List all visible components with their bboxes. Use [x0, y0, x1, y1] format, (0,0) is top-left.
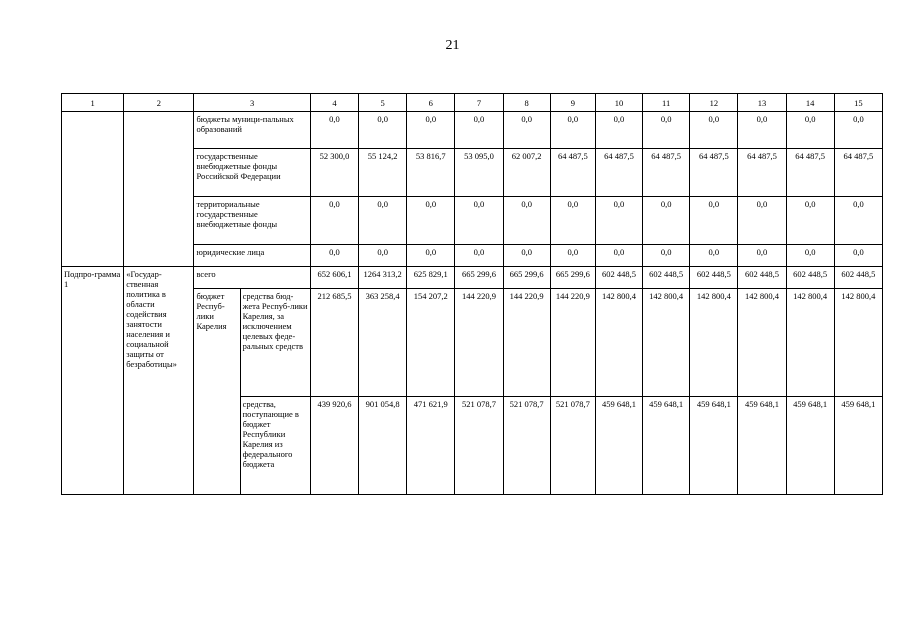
- value-cell: 55 124,2: [359, 149, 407, 197]
- value-cell: 0,0: [407, 197, 455, 245]
- value-cell: 0,0: [690, 197, 738, 245]
- value-cell: 142 800,4: [786, 289, 834, 397]
- value-cell: 0,0: [359, 245, 407, 267]
- value-cell: 665 299,6: [550, 267, 595, 289]
- value-cell: 652 606,1: [310, 267, 358, 289]
- value-cell: 0,0: [738, 245, 786, 267]
- value-cell: 0,0: [359, 112, 407, 149]
- value-cell: 602 448,5: [595, 267, 642, 289]
- value-cell: 602 448,5: [834, 267, 882, 289]
- value-cell: 0,0: [738, 112, 786, 149]
- value-cell: 0,0: [786, 112, 834, 149]
- value-cell: 0,0: [407, 112, 455, 149]
- empty-cell: [62, 112, 124, 267]
- value-cell: 459 648,1: [738, 397, 786, 495]
- value-cell: 521 078,7: [503, 397, 550, 495]
- value-cell: 53 095,0: [455, 149, 503, 197]
- row-label: юридические лица: [194, 245, 310, 267]
- value-cell: 625 829,1: [407, 267, 455, 289]
- value-cell: 459 648,1: [690, 397, 738, 495]
- budget-table: [61, 93, 883, 495]
- row-label: территориальные государственные внебюджетные фонды: [194, 197, 310, 245]
- empty-cell: [124, 112, 194, 267]
- value-cell: 0,0: [643, 197, 690, 245]
- value-cell: 0,0: [310, 197, 358, 245]
- value-cell: 64 487,5: [738, 149, 786, 197]
- page-number: 21: [445, 38, 460, 53]
- value-cell: 142 800,4: [643, 289, 690, 397]
- value-cell: 0,0: [786, 197, 834, 245]
- value-cell: 142 800,4: [738, 289, 786, 397]
- value-cell: 0,0: [690, 245, 738, 267]
- value-cell: 142 800,4: [690, 289, 738, 397]
- value-cell: 521 078,7: [550, 397, 595, 495]
- header-cell: 6: [407, 94, 455, 112]
- value-cell: 471 621,9: [407, 397, 455, 495]
- row-label: бюджеты муници-пальных образований: [194, 112, 310, 149]
- value-cell: 0,0: [310, 112, 358, 149]
- header-cell: 8: [503, 94, 550, 112]
- value-cell: 0,0: [595, 112, 642, 149]
- value-cell: 0,0: [455, 197, 503, 245]
- subprogram-title: «Государ-ственная политика в области содействия занятости населения и социальной защиты от безработицы»: [124, 267, 194, 495]
- header-cell: 3: [194, 94, 310, 112]
- value-cell: 0,0: [455, 245, 503, 267]
- value-cell: 144 220,9: [503, 289, 550, 397]
- value-cell: 0,0: [503, 245, 550, 267]
- value-cell: 154 207,2: [407, 289, 455, 397]
- header-cell: 2: [124, 94, 194, 112]
- value-cell: 0,0: [503, 197, 550, 245]
- header-cell: 12: [690, 94, 738, 112]
- value-cell: 0,0: [310, 245, 358, 267]
- value-cell: 602 448,5: [690, 267, 738, 289]
- header-cell: 14: [786, 94, 834, 112]
- value-cell: 64 487,5: [595, 149, 642, 197]
- value-cell: 0,0: [786, 245, 834, 267]
- table-row: [62, 267, 883, 289]
- value-cell: 0,0: [550, 197, 595, 245]
- value-cell: 52 300,0: [310, 149, 358, 197]
- row-label: средства, поступающие в бюджет Республики Карелия из федерального бюджета: [240, 397, 310, 495]
- value-cell: 142 800,4: [595, 289, 642, 397]
- header-row: [62, 94, 883, 112]
- value-cell: 602 448,5: [643, 267, 690, 289]
- value-cell: 521 078,7: [455, 397, 503, 495]
- header-cell: 13: [738, 94, 786, 112]
- subprogram-id: Подпро-грамма 1: [62, 267, 124, 495]
- value-cell: 62 007,2: [503, 149, 550, 197]
- table-row: [62, 112, 883, 149]
- value-cell: 602 448,5: [786, 267, 834, 289]
- value-cell: 144 220,9: [455, 289, 503, 397]
- header-cell: 5: [359, 94, 407, 112]
- value-cell: 64 487,5: [643, 149, 690, 197]
- value-cell: 0,0: [643, 245, 690, 267]
- value-cell: 0,0: [359, 197, 407, 245]
- value-cell: 0,0: [834, 197, 882, 245]
- value-cell: 0,0: [690, 112, 738, 149]
- value-cell: 0,0: [738, 197, 786, 245]
- value-cell: 363 258,4: [359, 289, 407, 397]
- header-cell: 11: [643, 94, 690, 112]
- value-cell: 0,0: [455, 112, 503, 149]
- value-cell: 439 920,6: [310, 397, 358, 495]
- value-cell: 0,0: [550, 112, 595, 149]
- value-cell: 1264 313,2: [359, 267, 407, 289]
- value-cell: 0,0: [834, 245, 882, 267]
- header-cell: 1: [62, 94, 124, 112]
- value-cell: 0,0: [834, 112, 882, 149]
- value-cell: 0,0: [550, 245, 595, 267]
- row-label: всего: [194, 267, 310, 289]
- value-cell: 0,0: [407, 245, 455, 267]
- value-cell: 64 487,5: [834, 149, 882, 197]
- value-cell: 64 487,5: [550, 149, 595, 197]
- value-cell: 901 054,8: [359, 397, 407, 495]
- header-cell: 7: [455, 94, 503, 112]
- value-cell: 602 448,5: [738, 267, 786, 289]
- value-cell: 0,0: [595, 245, 642, 267]
- value-cell: 212 685,5: [310, 289, 358, 397]
- budget-label: бюджет Респуб-лики Карелия: [194, 289, 240, 495]
- header-cell: 15: [834, 94, 882, 112]
- row-label: средства бюд-жета Респуб-лики Карелия, за исключением целевых феде-ральных средств: [240, 289, 310, 397]
- value-cell: 144 220,9: [550, 289, 595, 397]
- value-cell: 665 299,6: [503, 267, 550, 289]
- value-cell: 0,0: [595, 197, 642, 245]
- header-cell: 9: [550, 94, 595, 112]
- value-cell: 459 648,1: [786, 397, 834, 495]
- header-cell: 4: [310, 94, 358, 112]
- value-cell: 665 299,6: [455, 267, 503, 289]
- value-cell: 459 648,1: [595, 397, 642, 495]
- value-cell: 64 487,5: [690, 149, 738, 197]
- value-cell: 459 648,1: [643, 397, 690, 495]
- header-cell: 10: [595, 94, 642, 112]
- value-cell: 53 816,7: [407, 149, 455, 197]
- value-cell: 0,0: [643, 112, 690, 149]
- value-cell: 459 648,1: [834, 397, 882, 495]
- value-cell: 64 487,5: [786, 149, 834, 197]
- row-label: государственные внебюджетные фонды Российской Федерации: [194, 149, 310, 197]
- value-cell: 142 800,4: [834, 289, 882, 397]
- value-cell: 0,0: [503, 112, 550, 149]
